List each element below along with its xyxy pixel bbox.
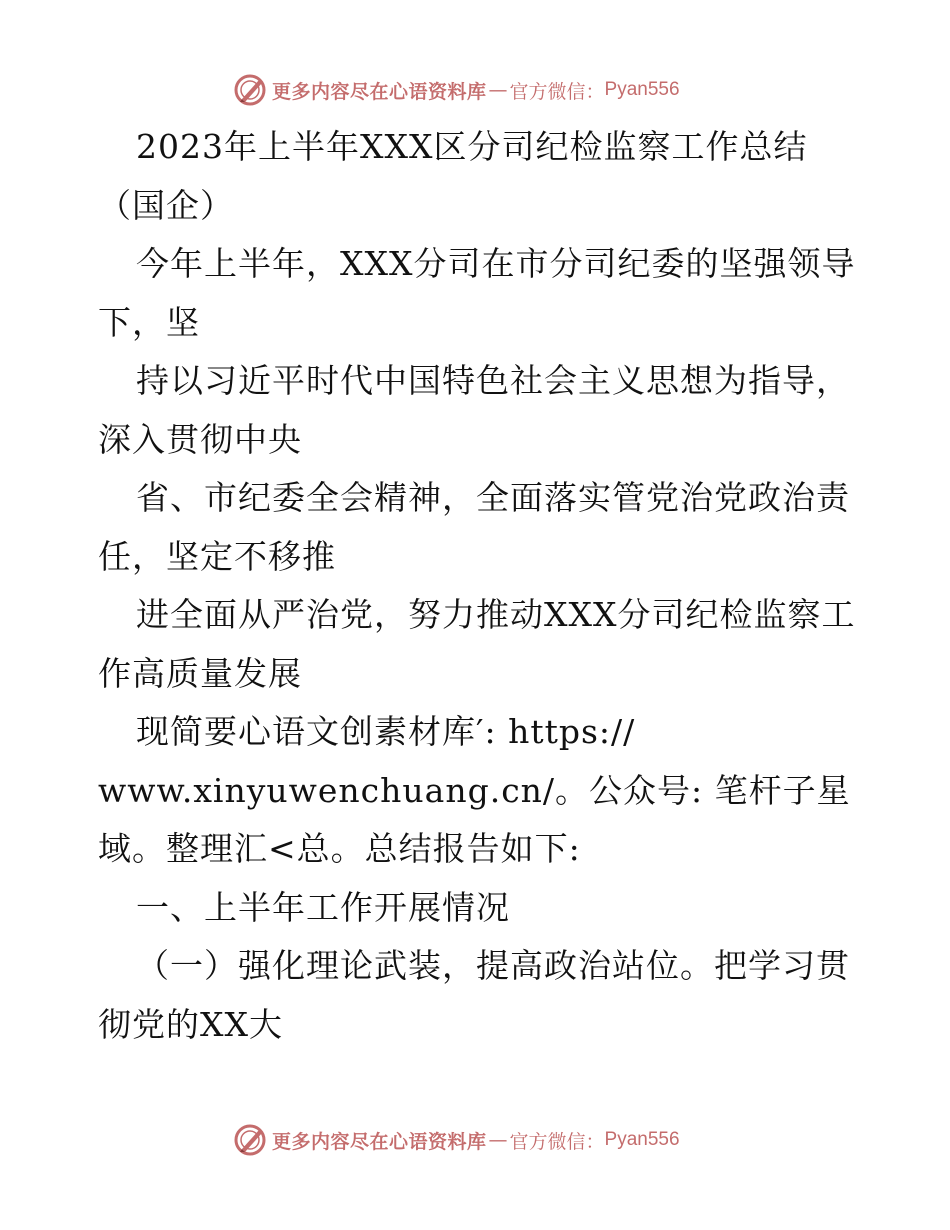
- document-title: 2023年上半年XXX区分司纪检监察工作总结（国企）: [98, 127, 808, 225]
- paragraph-5: 现简要心语文创素材库′: https://: [136, 712, 636, 751]
- banner-wechat-label: 官方微信：: [509, 80, 605, 103]
- banner-separator: —: [488, 79, 508, 101]
- banner-wechat-id: Pyan556: [604, 1129, 680, 1150]
- banner-wechat-id: Pyan556: [604, 79, 680, 100]
- banner-separator: —: [488, 1129, 508, 1151]
- subsection-heading-1: （一）强化理论武装，提高政治站位。把学习贯彻党的XX大: [98, 946, 850, 1044]
- paragraph-6: www.xinyuwenchuang.cn/。公众号: 笔杆子星域。整理汇<总。总结报告如下:: [98, 770, 851, 868]
- pen-circle-logo-icon: [232, 1122, 268, 1158]
- banner-main-text: 更多内容尽在心语资料库: [272, 1130, 487, 1153]
- header-banner: [232, 70, 680, 110]
- paragraph-2: 持以习近平时代中国特色社会主义思想为指导，深入贯彻中央: [98, 361, 850, 459]
- paragraph-1: 今年上半年，XXX分司在市分司纪委的坚强领导下，坚: [98, 244, 856, 342]
- banner-main-text: 更多内容尽在心语资料库: [272, 80, 487, 103]
- paragraph-4: 进全面从严治党，努力推动XXX分司纪检监察工作高质量发展: [98, 595, 856, 693]
- footer-banner: [232, 1120, 680, 1160]
- document-body: [98, 118, 868, 1054]
- pen-circle-logo-icon: [232, 72, 268, 108]
- section-heading-1: 一、上半年工作开展情况: [136, 887, 510, 927]
- paragraph-3: 省、市纪委全会精神，全面落实管党治党政治责任，坚定不移推: [98, 478, 850, 576]
- banner-wechat-label: 官方微信：: [509, 1130, 605, 1153]
